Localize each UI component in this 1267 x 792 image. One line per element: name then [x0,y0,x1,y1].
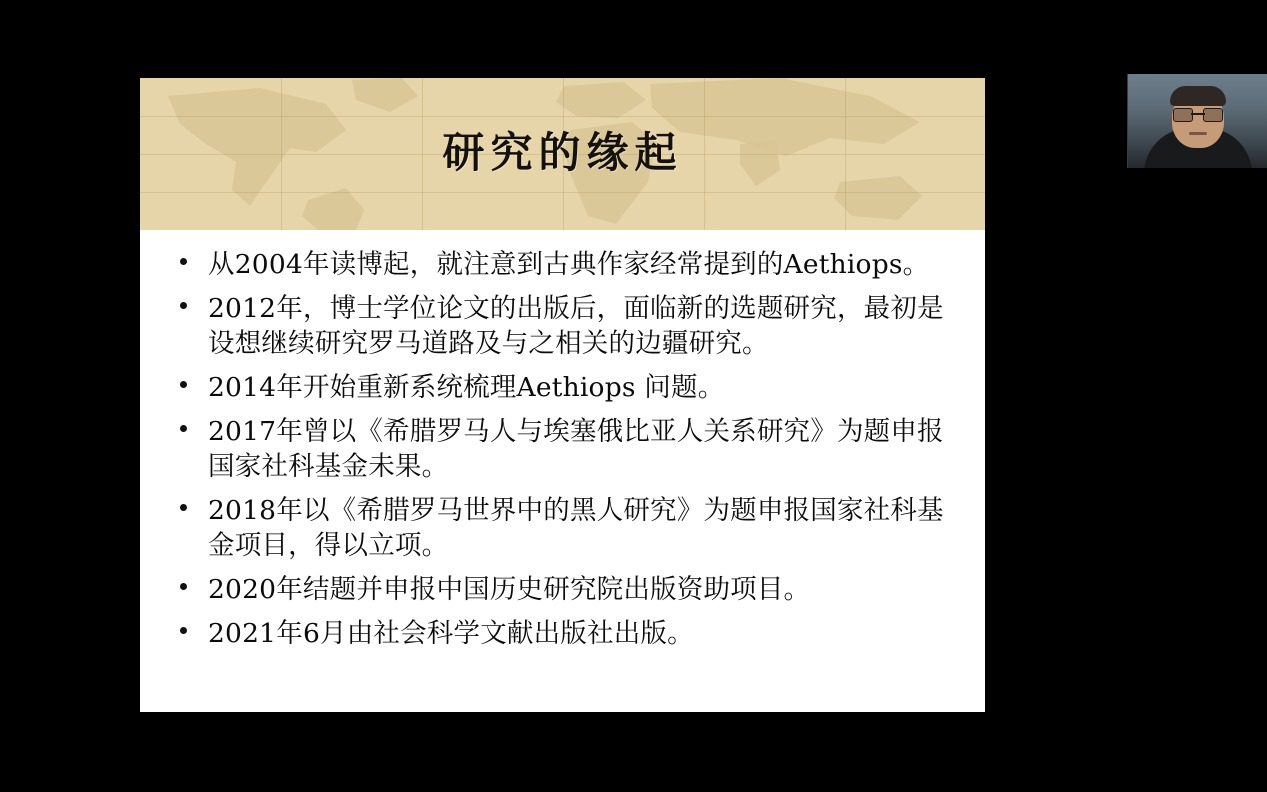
slide-header-band [140,78,985,230]
bullet-dot-icon [180,627,187,634]
slide-title: 研究的缘起 [442,128,683,177]
bullet-dot-icon [180,258,187,265]
bullet-dot-icon [180,381,187,388]
glasses-icon [1173,108,1223,120]
list-item-text: 2014年开始重新系统梳理Aethiops 问题。 [208,371,725,403]
list-item [166,248,959,283]
list-item-text: 2017年曾以《希腊罗马人与埃塞俄比亚人关系研究》为题申报国家社科基金未果。 [208,415,944,482]
bullet-dot-icon [180,504,187,511]
list-item [166,371,959,406]
list-item [166,494,959,564]
slide-body [140,230,985,712]
list-item-text: 2021年6月由社会科学文献出版社出版。 [208,617,694,649]
list-item [166,617,959,652]
list-item-text: 2020年结题并申报中国历史研究院出版资助项目。 [208,573,811,605]
participant-video-tile[interactable] [1127,74,1267,168]
bullet-dot-icon [180,302,187,309]
bullet-list [166,248,959,652]
list-item [166,415,959,485]
list-item-text: 2018年以《希腊罗马世界中的黑人研究》为题申报国家社科基金项目，得以立项。 [208,494,944,561]
list-item-text: 从2004年读博起，就注意到古典作家经常提到的Aethiops。 [208,249,930,280]
person-mouth-shape [1189,132,1207,135]
list-item [166,292,959,362]
bullet-dot-icon [180,425,187,432]
list-item [166,573,959,608]
person-hair-shape [1170,86,1226,106]
bullet-dot-icon [180,583,187,590]
slide [140,78,985,712]
list-item-text: 2012年，博士学位论文的出版后，面临新的选题研究，最初是设想继续研究罗马道路及与之相关的边疆研究。 [208,292,944,359]
